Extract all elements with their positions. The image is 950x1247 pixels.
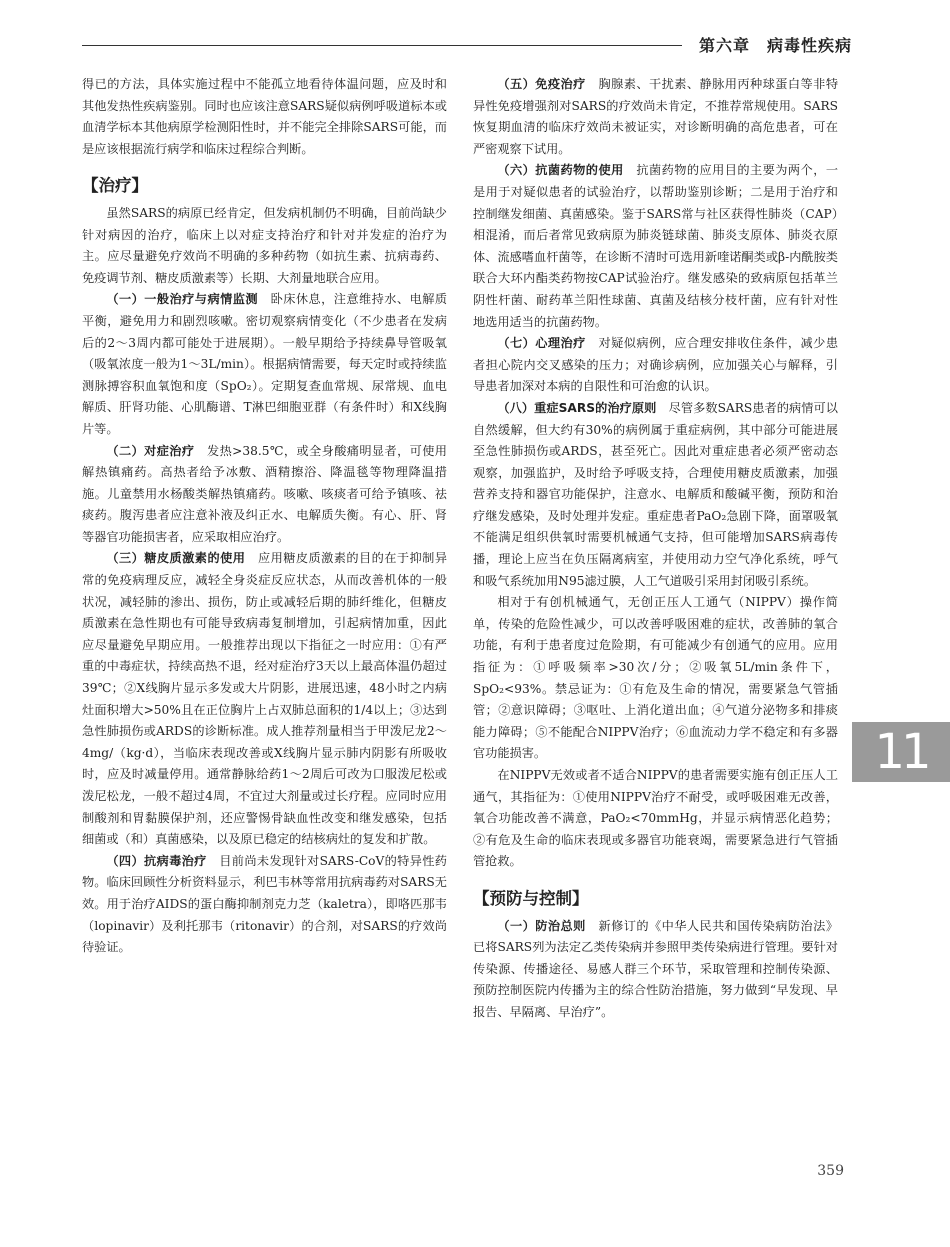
subheading-general-treatment: （一）一般治疗与病情监测 bbox=[106, 292, 258, 307]
text-immune: 胸腺素、干扰素、静脉用丙种球蛋白等非特异性免疫增强剂对SARS的疗效尚未肯定，不推荐常规使用。SARS恢复期血清的临床疗效尚未被证实，对诊断明确的高危患者，可在严密观察下试用。 bbox=[473, 77, 839, 156]
text-severe-sars: 尽管多数SARS患者的病情可以自然缓解，但大约有30%的病例属于重症病例，其中部分可能进展至急性肺损伤或ARDS，甚至死亡。因此对重症患者必须严密动态观察，加强监护，及时给予呼吸支持，合理使用糖皮质激素，加强营养支持和器官功能保护，注意水、电解质和酸碱平衡，预防和治疗继发感染，及时处理并发症。重症患者PaO₂急剧下降，面罩吸氧不能满足组织供氧时需要机械通气支持，但可能增加SARS病毒传播，理论上应当在负压隔离病室，并使用动力空气净化系统，呼气和吸气系统加用N95滤过膜，人工气道吸引采用封闭吸引系统。 bbox=[473, 400, 838, 588]
text-antibiotic: 抗菌药物的应用目的主要为两个，一是用于对疑似患者的试验治疗，以帮助鉴别诊断；二是用于治疗和控制继发细菌、真菌感染。鉴于SARS常与社区获得性肺炎（CAP）相混淆，而后者常见致病原为肺炎链球菌、肺炎支原体、肺炎衣原体、流感嗜血杆菌等，在诊断不清时可选用新喹诺酮类或β-内酰胺类联合大环内酯类药物按CAP试验治疗。继发感染的致病原包括革兰阴性杆菌、耐药革兰阳性球菌、真菌及结核分枝杆菌，应有针对性地选用适当的抗菌药物。 bbox=[473, 163, 839, 329]
paragraph-symptomatic bbox=[82, 441, 447, 549]
page-number: 359 bbox=[817, 1163, 844, 1179]
paragraph-general-principle bbox=[473, 916, 838, 1024]
subheading-immune: （五）免疫治疗 bbox=[497, 77, 586, 91]
subheading-antiviral: （四）抗病毒治疗 bbox=[106, 853, 207, 868]
paragraph-glucocorticoid bbox=[82, 548, 447, 850]
subheading-general-principle: （一）防治总则 bbox=[497, 918, 586, 933]
paragraph-antiviral bbox=[82, 851, 447, 959]
header-rule bbox=[82, 45, 682, 46]
subheading-severe-sars: （八）重症SARS的治疗原则 bbox=[497, 400, 657, 415]
text-symptomatic: 发热>38.5℃，或全身酸痛明显者，可使用解热镇痛药。高热者给予冰敷、酒精擦浴、降温毯等物理降温措施。儿童禁用水杨酸类解热镇痛药。咳嗽、咳痰者可给予镇咳、祛痰药。腹泻患者应注意补液及纠正水、电解质失衡。有心、肝、肾等器官功能损害者，应采取相应治疗。 bbox=[82, 443, 447, 544]
text-glucocorticoid: 应用糖皮质激素的目的在于抑制异常的免疫病理反应，减轻全身炎症反应状态，从而改善机体的一般状况，减轻肺的渗出、损伤，防止或减轻后期的肺纤维化，但糖皮质激素在急性期也有可能导致病毒复制增加，引起病情加重，因此应尽量避免早期应用。一般推荐出现以下指征之一时应用：①有严重的中毒症状，持续高热不退，经对症治疗3天以上最高体温仍超过39℃；②X线胸片显示多发或大片阴影，进展迅速，48小时之内病灶面积增大>50%且在正位胸片上占双肺总面积的1/4以上；③达到急性肺损伤或ARDS的诊断标准。成人推荐剂量相当于甲泼尼龙2～4mg/（kg·d），当临床表现改善或X线胸片显示肺内阴影有所吸收时，应及时减量停用。通常静脉给药1～2周后可改为口服泼尼松或泼尼松龙，一般不超过4周，不宜过大剂量或过长疗程。应同时应用制酸剂和胃黏膜保护剂，还应警惕骨缺血性改变和继发感染，包括细菌或（和）真菌感染，以及原已稳定的结核病灶的复发和扩散。 bbox=[82, 551, 448, 847]
paragraph-psychological bbox=[473, 333, 838, 398]
paragraph-general-treatment bbox=[82, 289, 447, 440]
subheading-glucocorticoid: （三）糖皮质激素的使用 bbox=[106, 551, 246, 566]
chapter-tab: 11 bbox=[852, 722, 950, 782]
subheading-symptomatic: （二）对症治疗 bbox=[106, 443, 195, 458]
treatment-paragraph: 虽然SARS的病原已经肯定，但发病机制仍不明确，目前尚缺少针对病因的治疗，临床上以对症支持治疗和针对并发症的治疗为主。应尽量避免疗效尚不明确的多种药物（如抗生素、抗病毒药、免疫调节剂、糖皮质激素等）长期、大剂量地联合应用。 bbox=[82, 205, 447, 285]
paragraph-severe-sars bbox=[473, 398, 838, 592]
text-antiviral: 目前尚未发现针对SARS-CoV的特异性药物。临床回顾性分析资料显示，利巴韦林等常用抗病毒药对SARS无效。用于治疗AIDS的蛋白酶抑制剂克力芝（kaletra），即咯匹那韦（lopinavir）及利托那韦（ritonavir）的合剂，对SARS的疗效尚待验证。 bbox=[82, 853, 447, 955]
intro-paragraph: 得已的方法，具体实施过程中不能孤立地看待体温问题，应及时和其他发热性疾病鉴别。同时也应该注意SARS疑似病例呼吸道标本或血清学标本其他病原学检测阳性时，并不能完全排除SARS可能，而是应该根据流行病学和临床过程综合判断。 bbox=[82, 77, 447, 156]
paragraph-antibiotic bbox=[473, 160, 838, 333]
paragraph-nippv: 相对于有创机械通气，无创正压人工通气（NIPPV）操作简单，传染的危险性减少，可以改善呼吸困难的症状，改善肺的氧合功能，有利于患者度过危险期，有可能减少有创通气的应用。应用指征为：①呼吸频率>30次/分；②吸氧5L/min条件下，SpO₂<93%。禁忌证为：①有危及生命的情况，需要紧急气管插管；②意识障碍；③呕吐、上消化道出血；④气道分泌物多和排痰能力障碍；⑤不能配合NIPPV治疗；⑥血流动力学不稳定和有多器官功能损害。 bbox=[473, 595, 838, 761]
section-heading-treatment: 【治疗】 bbox=[82, 176, 148, 196]
paragraph-immune bbox=[473, 74, 838, 160]
text-psychological: 对疑似病例，应合理安排收住条件，减少患者担心院内交叉感染的压力；对确诊病例，应加强关心与解释，引导患者加深对本病的自限性和可治愈的认识。 bbox=[473, 336, 839, 394]
chapter-header: 第六章 病毒性疾病 bbox=[698, 36, 852, 55]
text-general-treatment: 卧床休息，注意维持水、电解质平衡，避免用力和剧烈咳嗽。密切观察病情变化（不少患者在发病后的2～3周内都可能处于进展期）。一般早期给予持续鼻导管吸氧（吸氧浓度一般为1～3L/min）。根据病情需要，每天定时或持续监测脉搏容积血氧饱和度（SpO₂）。定期复查血常规、尿常规、血电解质、肝肾功能、心肌酶谱、T淋巴细胞亚群（有条件时）和X线胸片等。 bbox=[82, 292, 448, 436]
subheading-antibiotic: （六）抗菌药物的使用 bbox=[497, 163, 624, 178]
right-column bbox=[473, 74, 838, 1024]
paragraph-invasive-ventilation: 在NIPPV无效或者不适合NIPPV的患者需要实施有创正压人工通气，其指征为：①使用NIPPV治疗不耐受，或呼吸困难无改善，氧合功能改善不满意，PaO₂<70mmHg，并显示病情恶化趋势；②有危及生命的临床表现或多器官功能衰竭，需要紧急进行气管插管抢救。 bbox=[473, 768, 838, 869]
text-general-principle: 新修订的《中华人民共和国传染病防治法》已将SARS列为法定乙类传染病并参照甲类传染病进行管理。要针对传染源、传播途径、易感人群三个环节，采取管理和控制传染源、预防控制医院内传播为主的综合性防治措施，努力做到“早发现、早报告、早隔离、早治疗”。 bbox=[473, 918, 839, 1019]
subheading-psychological: （七）心理治疗 bbox=[497, 336, 586, 351]
section-heading-prevention: 【预防与控制】 bbox=[473, 888, 589, 908]
left-column bbox=[82, 74, 447, 959]
